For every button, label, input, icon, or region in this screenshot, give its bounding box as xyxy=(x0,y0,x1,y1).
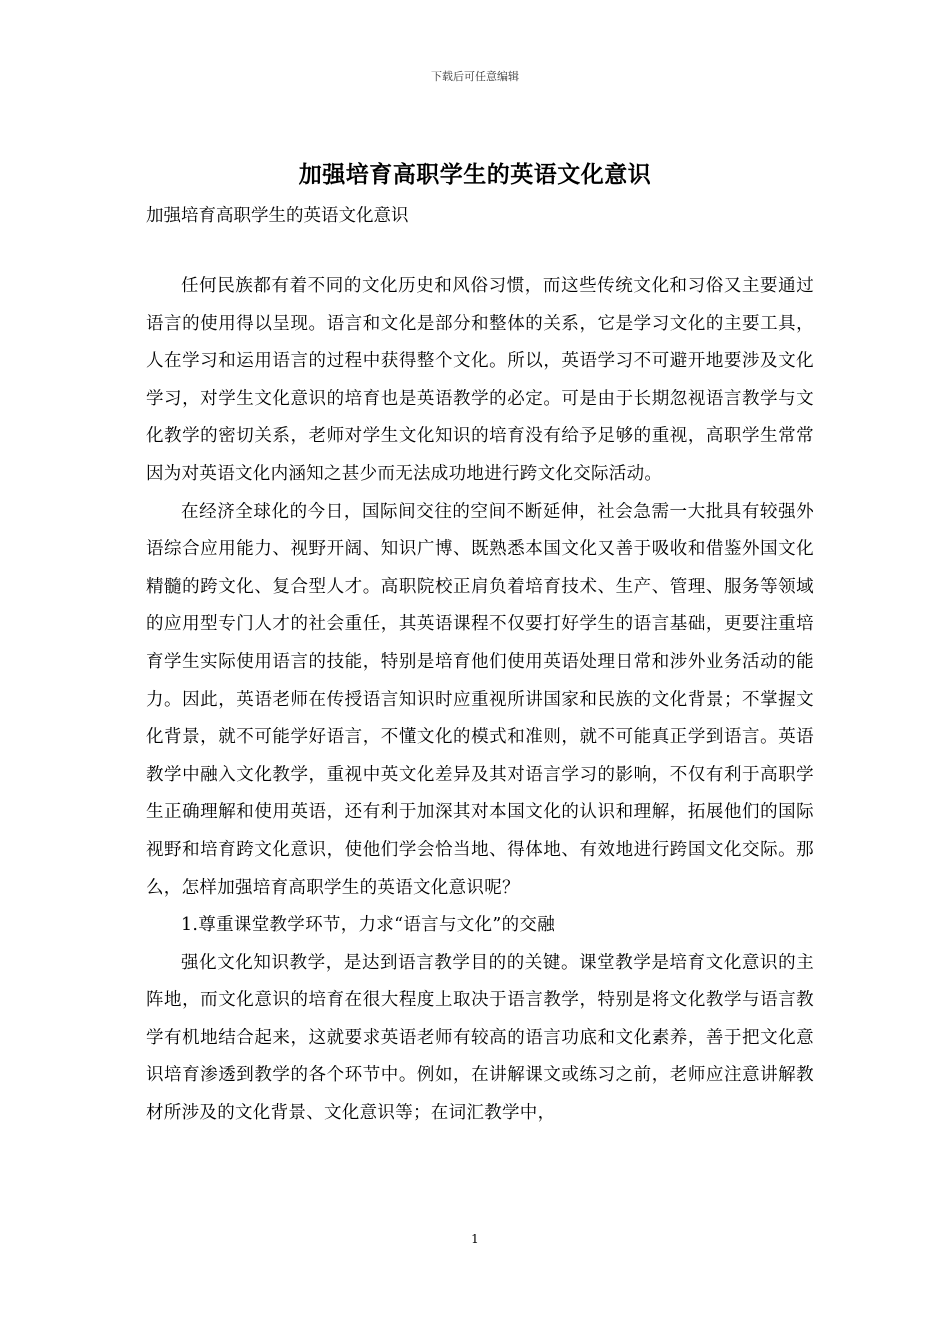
document-body xyxy=(146,268,814,1133)
paragraph: 在经济全球化的今日，国际间交往的空间不断延伸，社会急需一大批具有较强外语综合应用能力、视野开阔、知识广博、既熟悉本国文化又善于吸收和借鉴外国文化精髓的跨文化、复合型人才。高职院校正肩负着培育技术、生产、管理、服务等领域的应用型专门人才的社会重任，其英语课程不仅要打好学生的语言基础，更要注重培育学生实际使用语言的技能，特别是培育他们使用英语处理日常和涉外业务活动的能力。因此，英语老师在传授语言知识时应重视所讲国家和民族的文化背景；不掌握文化背景，就不可能学好语言，不懂文化的模式和准则，就不可能真正学到语言。英语教学中融入文化教学，重视中英文化差异及其对语言学习的影响，不仅有利于高职学生正确理解和使用英语，还有利于加深其对本国文化的认识和理解，拓展他们的国际视野和培育跨文化意识，使他们学会恰当地、得体地、有效地进行跨国文化交际。那么，怎样加强培育高职学生的英语文化意识呢？ xyxy=(146,501,814,898)
page-header-note: 下载后可任意编辑 xyxy=(431,70,519,83)
page-number: 1 xyxy=(471,1232,479,1246)
paragraph: 任何民族都有着不同的文化历史和风俗习惯，而这些传统文化和习俗又主要通过语言的使用得以呈现。语言和文化是部分和整体的关系，它是学习文化的主要工具，人在学习和运用语言的过程中获得整个文化。所以，英语学习不可避开地要涉及文化学习，对学生文化意识的培育也是英语教学的必定。可是由于长期忽视语言教学与文化教学的密切关系，老师对学生文化知识的培育没有给予足够的重视，高职学生常常因为对英语文化内涵知之甚少而无法成功地进行跨文化交际活动。 xyxy=(146,276,814,484)
paragraph: 强化文化知识教学，是达到语言教学目的的关键。课堂教学是培育文化意识的主阵地，而文化意识的培育在很大程度上取决于语言教学，特别是将文化教学与语言教学有机地结合起来，这就要求英语老师有较高的语言功底和文化素养，善于把文化意识培育渗透到教学的各个环节中。例如，在讲解课文或练习之前，老师应注意讲解教材所涉及的文化背景、文化意识等；在词汇教学中， xyxy=(146,952,814,1124)
section-heading: 1.尊重课堂教学环节，力求“语言与文化”的交融 xyxy=(181,915,555,936)
document-title: 加强培育高职学生的英语文化意识 xyxy=(298,161,652,188)
document-subtitle: 加强培育高职学生的英语文化意识 xyxy=(146,206,409,226)
